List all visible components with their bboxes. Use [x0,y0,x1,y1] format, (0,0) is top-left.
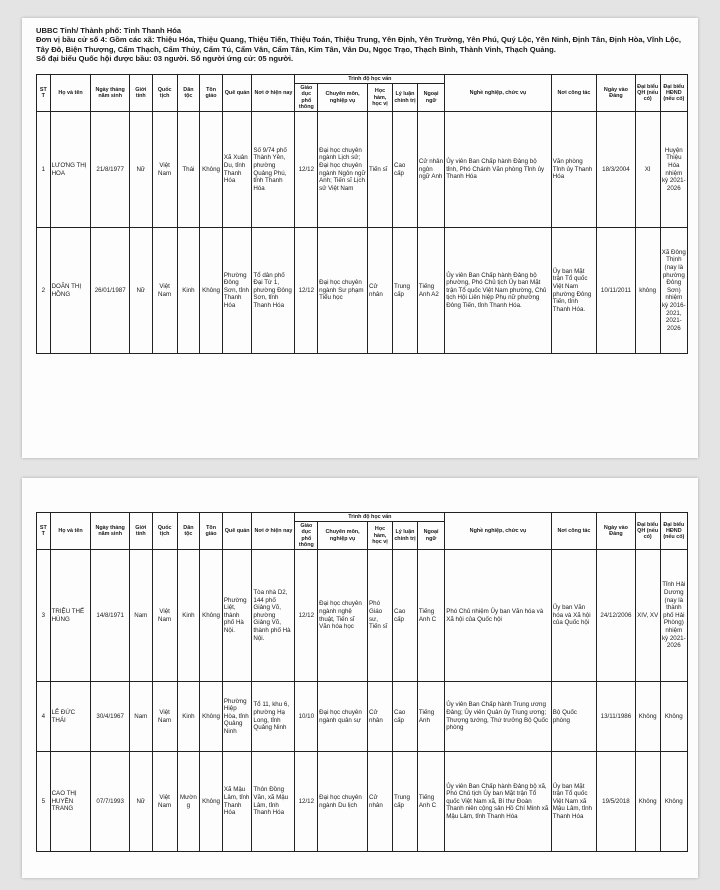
cell-party-date: 19/5/2018 [597,752,636,852]
cell-na-delegate: Không [635,682,660,752]
col-general-edu: Giáo dục phổ thông [295,522,318,550]
col-education-group: Trình độ học vấn [295,75,445,84]
cell-general-edu: 12/12 [295,752,318,852]
cell-gender: Nữ [129,228,152,354]
col-religion: Tôn giáo [200,75,223,112]
cell-workplace: Ủy ban Mặt trận Tổ quốc Việt Nam phường Đông Tiến, tỉnh Thanh Hóa. [551,228,596,354]
cell-nationality: Việt Nam [152,112,177,228]
cell-party-date: 13/11/1986 [597,682,636,752]
candidate-table-page-2 [36,512,688,852]
cell-language: Tiếng Anh C [417,550,444,682]
cell-stt: 4 [37,682,51,752]
cell-ethnicity: Kinh [177,228,200,354]
cell-specialty: Đại học chuyên ngành quân sự [318,682,368,752]
col-general-edu: Giáo dục phổ thông [295,84,318,112]
col-gender: Giới tính [129,513,152,550]
col-specialty: Chuyên môn, nghiệp vụ [318,522,368,550]
cell-specialty: Đại học chuyên ngành Sư phạm Tiểu học [318,228,368,354]
cell-general-edu: 12/12 [295,112,318,228]
cell-religion: Không [200,550,223,682]
col-political: Lý luận chính trị [392,84,417,112]
cell-name: LƯƠNG THỊ HOA [50,112,91,228]
cell-residence: Tổ 11, khu 6, phường Hạ Long, tỉnh Quảng Ninh [252,682,295,752]
cell-gender: Nữ [129,752,152,852]
col-language: Ngoại ngữ [417,84,444,112]
cell-party-date: 10/11/2011 [597,228,636,354]
cell-na-delegate: XIV, XV [635,550,660,682]
col-job: Nghề nghiệp, chức vụ [445,513,552,550]
cell-religion: Không [200,228,223,354]
cell-council-delegate: Không [660,682,687,752]
col-education-group: Trình độ học vấn [295,513,445,522]
cell-nationality: Việt Nam [152,752,177,852]
cell-party-date: 24/12/2006 [597,550,636,682]
cell-na-delegate: không [635,228,660,354]
cell-na-delegate: Không [635,752,660,852]
col-nationality: Quốc tịch [152,513,177,550]
document-page-1 [22,18,698,458]
cell-religion: Không [200,112,223,228]
document-header [36,26,686,64]
cell-dob: 14/8/1971 [91,550,130,682]
cell-general-edu: 10/10 [295,682,318,752]
cell-workplace: Ủy ban Mặt trận Tổ quốc Việt Nam xã Mậu Lâm, tỉnh Thanh Hóa [551,752,596,852]
cell-name: TRIỆU THẾ HÙNG [50,550,91,682]
cell-name: LÊ ĐỨC THÁI [50,682,91,752]
table-row [37,550,688,682]
header-constituency: Đơn vị bầu cử số 4: Gồm các xã: Thiệu Hóa, Thiệu Quang, Thiệu Tiến, Thiệu Toán, Thiệu Trung, Yên Định, Yên Trường, Yên Phú, Quý Lộc, Yên Ninh, Định Tân, Định Hòa, Vĩnh Lộc, Tây Đô, Biện Thượng, Cẩm Thạch, Cẩm Thủy, Cẩm Tú, Cẩm Vân, Cẩm Tân, Kim Tân, Vân Du, Ngọc Trạo, Thạch Bình, Thành Vinh, Thạch Quảng. [36,35,681,54]
cell-political: Trung cấp [392,228,417,354]
table-header-row [37,75,688,84]
col-job: Nghề nghiệp, chức vụ [445,75,552,112]
cell-language: Tiếng Anh A2 [417,228,444,354]
col-hometown: Quê quán [222,513,251,550]
cell-language: Tiếng Anh C [417,752,444,852]
col-council-delegate: Đại biểu HĐND (nếu có) [660,513,687,550]
cell-hometown: Xã Xuân Du, tỉnh Thanh Hóa [222,112,251,228]
col-workplace: Nơi công tác [551,513,596,550]
col-council-delegate: Đại biểu HĐND (nếu có) [660,75,687,112]
cell-residence: Tòa nhà D2, 144 phố Giảng Võ, phường Giảng Võ, thành phố Hà Nội. [252,550,295,682]
col-party-date: Ngày vào Đảng [597,75,636,112]
col-stt: ST T [37,75,51,112]
cell-gender: Nữ [129,112,152,228]
col-specialty: Chuyên môn, nghiệp vụ [318,84,368,112]
cell-language: Tiếng Anh [417,682,444,752]
cell-specialty: Đại học chuyên ngành Du lịch [318,752,368,852]
cell-gender: Nam [129,550,152,682]
cell-specialty: Đại học chuyên ngành Lịch sử; Đại học chuyên ngành Ngôn ngữ Anh; Tiến sĩ Lịch sử Việt Nam [318,112,368,228]
cell-language: Cử nhân ngôn ngữ Anh [417,112,444,228]
col-political: Lý luận chính trị [392,522,417,550]
col-academic: Học hàm, học vị [368,84,393,112]
col-dob: Ngày tháng năm sinh [91,513,130,550]
cell-ethnicity: Mường [177,752,200,852]
cell-job: Ủy viên Ban Chấp hành Trung ương Đảng; Ủy viên Quân ủy Trung ương; Thượng tướng, Thứ trưởng Bộ Quốc phòng [445,682,552,752]
cell-religion: Không [200,752,223,852]
cell-gender: Nam [129,682,152,752]
cell-academic: Phó Giáo sư, Tiến sĩ [368,550,393,682]
col-stt: ST T [37,513,51,550]
table-header-row [37,513,688,522]
cell-general-edu: 12/12 [295,228,318,354]
col-name: Họ và tên [50,75,91,112]
cell-council-delegate: Xã Đông Thịnh (nay là phường Đông Sơn) nhiệm kỳ 2016-2021, 2021-2026 [660,228,687,354]
cell-council-delegate: Huyện Thiệu Hóa nhiệm kỳ 2021-2026 [660,112,687,228]
cell-ethnicity: Kinh [177,550,200,682]
col-gender: Giới tính [129,75,152,112]
col-na-delegate: Đại biểu QH (nếu có) [635,513,660,550]
cell-council-delegate: Tỉnh Hải Dương (nay là thành phố Hải Phòng) nhiệm kỳ 2021-2026 [660,550,687,682]
cell-council-delegate: Không [660,752,687,852]
cell-academic: Cử nhân [368,752,393,852]
cell-job: Ủy viên Ban Chấp hành Đảng bộ phường, Phó Chủ tịch Ủy ban Mặt trận Tổ quốc Việt Nam phường, Chủ tịch Hội Liên hiệp Phụ nữ phường Đông Tiến, tỉnh Thanh Hóa. [445,228,552,354]
cell-academic: Cử nhân [368,682,393,752]
cell-political: Cao cấp [392,112,417,228]
table-row [37,112,688,228]
col-residence: Nơi ở hiện nay [252,75,295,112]
cell-nationality: Việt Nam [152,550,177,682]
cell-stt: 3 [37,550,51,682]
col-name: Họ và tên [50,513,91,550]
cell-political: Trung cấp [392,752,417,852]
cell-specialty: Đại học chuyên ngành nghệ thuật, Tiến sĩ Văn hóa học [318,550,368,682]
table-row [37,228,688,354]
cell-hometown: Xã Mậu Lâm, tỉnh Thanh Hóa [222,752,251,852]
cell-religion: Không [200,682,223,752]
col-nationality: Quốc tịch [152,75,177,112]
cell-stt: 2 [37,228,51,354]
cell-job: Ủy viên Ban Chấp hành Đảng bộ xã, Phó Chủ tịch Ủy ban Mặt trận Tổ quốc Việt Nam xã, Bí thư Đoàn Thanh niên cộng sản Hồ Chí Minh xã Mậu Lâm, tỉnh Thanh Hóa [445,752,552,852]
col-language: Ngoại ngữ [417,522,444,550]
col-ethnicity: Dân tộc [177,513,200,550]
cell-political: Cao cấp [392,550,417,682]
cell-name: CAO THỊ HUYỀN TRANG [50,752,91,852]
cell-ethnicity: Thái [177,112,200,228]
cell-job: Phó Chủ nhiệm Ủy ban Văn hóa và Xã hội của Quốc hội [445,550,552,682]
col-workplace: Nơi công tác [551,75,596,112]
table-row [37,752,688,852]
candidate-table-page-1 [36,74,688,354]
col-hometown: Quê quán [222,75,251,112]
table-row [37,682,688,752]
cell-workplace: Bộ Quốc phòng [551,682,596,752]
cell-nationality: Việt Nam [152,228,177,354]
document-page-2 [22,478,698,878]
cell-hometown: Phường Đông Sơn, tỉnh Thanh Hóa [222,228,251,354]
cell-nationality: Việt Nam [152,682,177,752]
cell-political: Cao cấp [392,682,417,752]
col-na-delegate: Đại biểu QH (nếu có) [635,75,660,112]
cell-job: Ủy viên Ban Chấp hành Đảng bộ tỉnh, Phó Chánh Văn phòng Tỉnh ủy Thanh Hóa [445,112,552,228]
cell-residence: Số 9/74 phố Thành Yên, phường Quảng Phú, tỉnh Thanh Hóa [252,112,295,228]
cell-workplace: Ủy ban Văn hóa và Xã hội của Quốc hội [551,550,596,682]
cell-stt: 1 [37,112,51,228]
cell-workplace: Văn phòng Tỉnh ủy Thanh Hóa [551,112,596,228]
cell-academic: Cử nhân [368,228,393,354]
header-province: UBBC Tỉnh/ Thành phố: Tỉnh Thanh Hóa [36,26,182,35]
cell-residence: Thôn Đồng Văn, xã Mậu Lâm, tỉnh Thanh Hóa [252,752,295,852]
cell-general-edu: 12/12 [295,550,318,682]
col-academic: Học hàm, học vị [368,522,393,550]
cell-dob: 07/7/1993 [91,752,130,852]
cell-hometown: Phường Hiệp Hòa, tỉnh Quảng Ninh [222,682,251,752]
col-dob: Ngày tháng năm sinh [91,75,130,112]
cell-hometown: Phường Liệt, thành phố Hà Nội. [222,550,251,682]
cell-name: DOÃN THỊ HỒNG [50,228,91,354]
cell-dob: 26/01/1987 [91,228,130,354]
cell-dob: 30/4/1967 [91,682,130,752]
cell-academic: Tiến sĩ [368,112,393,228]
cell-na-delegate: XI [635,112,660,228]
cell-ethnicity: Kinh [177,682,200,752]
header-seat-count: Số đại biểu Quốc hội được bầu: 03 người. Số người ứng cử: 05 người. [36,54,294,64]
col-religion: Tôn giáo [200,513,223,550]
cell-dob: 21/8/1977 [91,112,130,228]
col-party-date: Ngày vào Đảng [597,513,636,550]
cell-party-date: 18/3/2004 [597,112,636,228]
cell-residence: Tổ dân phố Đại Từ 1, phường Đông Sơn, tỉnh Thanh Hóa [252,228,295,354]
col-residence: Nơi ở hiện nay [252,513,295,550]
cell-stt: 5 [37,752,51,852]
col-ethnicity: Dân tộc [177,75,200,112]
